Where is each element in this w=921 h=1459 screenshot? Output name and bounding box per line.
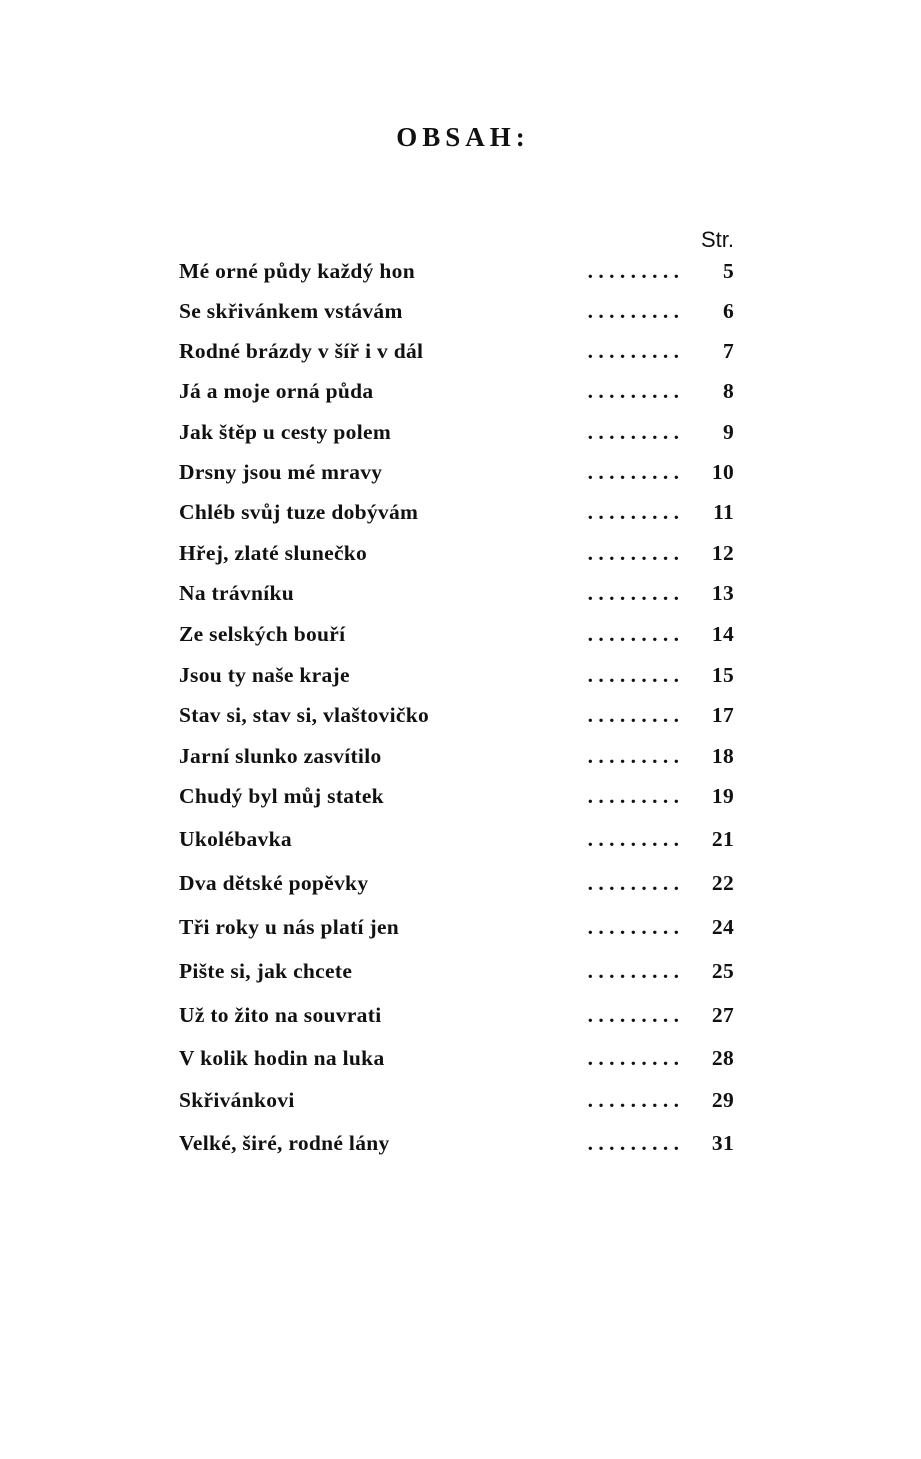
toc-entry-page: 13 xyxy=(711,581,734,605)
toc-entry-page: 24 xyxy=(711,915,734,939)
toc-entry xyxy=(179,379,734,413)
toc-entry-title: Jarní slunko zasvítilo xyxy=(179,744,382,768)
toc-entry xyxy=(179,339,734,373)
dot-leader: . . . . . . . . . xyxy=(587,339,679,363)
dot-leader: . . . . . . . . . xyxy=(587,379,679,403)
toc-entry-page: 9 xyxy=(722,420,734,444)
dot-leader: . . . . . . . . . xyxy=(587,784,679,808)
toc-entry-page: 18 xyxy=(711,744,734,768)
toc-entry xyxy=(179,1088,734,1122)
toc-entry-title: Tři roky u nás platí jen xyxy=(179,915,400,939)
toc-entry-page: 25 xyxy=(711,959,734,983)
toc-entry-title: Já a moje orná půda xyxy=(179,379,374,403)
toc-entry-page: 12 xyxy=(711,541,734,565)
dot-leader: . . . . . . . . . xyxy=(587,959,679,983)
toc-entry xyxy=(179,259,734,293)
toc-entry-title: Ukolébavka xyxy=(179,827,292,851)
toc-entry-title: Dva dětské popěvky xyxy=(179,871,369,895)
dot-leader: . . . . . . . . . xyxy=(587,744,679,768)
toc-entry-page: 11 xyxy=(713,500,734,524)
toc-entry xyxy=(179,959,734,993)
toc-entry-title: Velké, širé, rodné lány xyxy=(179,1131,390,1155)
toc-entry-title: Rodné brázdy v šíř i v dál xyxy=(179,339,424,363)
dot-leader: . . . . . . . . . xyxy=(587,663,679,687)
toc-entry xyxy=(179,1131,734,1165)
dot-leader: . . . . . . . . . xyxy=(587,1131,679,1155)
dot-leader: . . . . . . . . . xyxy=(587,1046,679,1070)
toc-entry-title: Skřivánkovi xyxy=(179,1088,295,1112)
dot-leader: . . . . . . . . . xyxy=(587,1088,679,1112)
dot-leader: . . . . . . . . . xyxy=(587,1003,679,1027)
toc-entry-page: 10 xyxy=(711,460,734,484)
toc-entry xyxy=(179,915,734,949)
toc-entry-title: Se skřivánkem vstávám xyxy=(179,299,403,323)
toc-entry-page: 14 xyxy=(711,622,734,646)
toc-entry xyxy=(179,420,734,454)
dot-leader: . . . . . . . . . xyxy=(587,703,679,727)
dot-leader: . . . . . . . . . xyxy=(587,299,679,323)
toc-entry-title: Jsou ty naše kraje xyxy=(179,663,350,687)
toc-entry-page: 22 xyxy=(711,871,734,895)
toc-entry xyxy=(179,827,734,861)
dot-leader: . . . . . . . . . xyxy=(587,915,679,939)
toc-entry-title: Stav si, stav si, vlaštovičko xyxy=(179,703,429,727)
toc-entry-page: 19 xyxy=(711,784,734,808)
toc-entry xyxy=(179,1046,734,1080)
dot-leader: . . . . . . . . . xyxy=(587,622,679,646)
page-title: OBSAH: xyxy=(396,122,530,152)
toc-entry-title: Už to žito na souvrati xyxy=(179,1003,382,1027)
toc-entry-title: Na trávníku xyxy=(179,581,294,605)
dot-leader: . . . . . . . . . xyxy=(587,581,679,605)
toc-entry-title: Mé orné půdy každý hon xyxy=(179,259,415,283)
toc-entry xyxy=(179,1003,734,1037)
toc-entry-title: V kolik hodin na luka xyxy=(179,1046,385,1070)
toc-entry-page: 7 xyxy=(722,339,734,363)
dot-leader: . . . . . . . . . xyxy=(587,420,679,444)
toc-entry xyxy=(179,541,734,575)
toc-entry-title: Chudý byl můj statek xyxy=(179,784,384,808)
dot-leader: . . . . . . . . . xyxy=(587,827,679,851)
dot-leader: . . . . . . . . . xyxy=(587,541,679,565)
toc-entry-page: 6 xyxy=(722,299,734,323)
toc-entry-title: Ze selských bouří xyxy=(179,622,346,646)
toc-entry xyxy=(179,871,734,905)
toc-entry xyxy=(179,784,734,818)
toc-entry-page: 21 xyxy=(711,827,734,851)
toc-entry-page: 31 xyxy=(711,1131,734,1155)
toc-entry-page: 29 xyxy=(711,1088,734,1112)
toc-entry xyxy=(179,663,734,697)
toc-entry-title: Hřej, zlaté slunečko xyxy=(179,541,368,565)
dot-leader: . . . . . . . . . xyxy=(587,460,679,484)
toc-entry-page: 5 xyxy=(722,259,734,283)
dot-leader: . . . . . . . . . xyxy=(587,259,679,283)
dot-leader: . . . . . . . . . xyxy=(587,871,679,895)
toc-entry xyxy=(179,622,734,656)
toc-entry xyxy=(179,460,734,494)
toc-entry xyxy=(179,744,734,778)
toc-entry-title: Drsny jsou mé mravy xyxy=(179,460,383,484)
toc-entry-page: 15 xyxy=(711,663,734,687)
toc-entry xyxy=(179,500,734,534)
toc-entry-page: 27 xyxy=(711,1003,734,1027)
toc-entry-title: Chléb svůj tuze dobývám xyxy=(179,500,419,524)
toc-entry xyxy=(179,703,734,737)
toc-entry xyxy=(179,299,734,333)
dot-leader: . . . . . . . . . xyxy=(587,500,679,524)
toc-entry-page: 28 xyxy=(711,1046,734,1070)
toc-entry-page: 8 xyxy=(722,379,734,403)
toc-entry xyxy=(179,581,734,615)
toc-entry-title: Jak štěp u cesty polem xyxy=(179,420,392,444)
toc-entry-title: Pište si, jak chcete xyxy=(179,959,353,983)
toc-entry-page: 17 xyxy=(711,703,734,727)
page-column-label: Str. xyxy=(700,227,734,252)
